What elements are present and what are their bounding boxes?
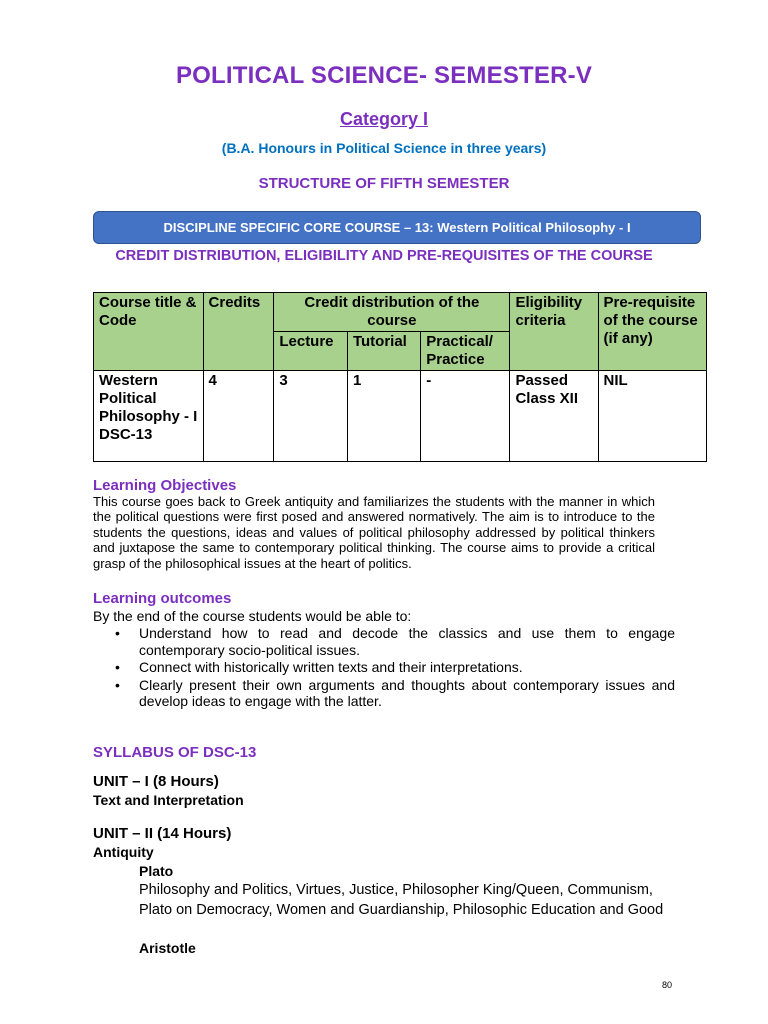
course-banner: DISCIPLINE SPECIFIC CORE COURSE – 13: Western Political Philosophy - I (93, 211, 701, 244)
cell-tutorial: 1 (347, 371, 420, 462)
header-course-title: Course title & Code (94, 293, 204, 371)
header-tutorial: Tutorial (347, 332, 420, 371)
list-item (93, 677, 675, 710)
cell-prerequisite: NIL (598, 371, 706, 462)
syllabus-heading: SYLLABUS OF DSC-13 (93, 744, 257, 761)
unit-1-subtitle: Text and Interpretation (93, 792, 244, 808)
header-credits: Credits (203, 293, 274, 371)
header-practical: Practical/ Practice (421, 332, 510, 371)
aristotle-heading: Aristotle (139, 940, 196, 956)
cell-lecture: 3 (274, 371, 348, 462)
list-item-text: Connect with historically written texts and their interpretations. (139, 659, 523, 675)
header-prerequisite: Pre-requisite of the course (if any) (598, 293, 706, 371)
list-item-text: Clearly present their own arguments and thoughts about contemporary issues and develop ideas to engage with the latter. (139, 676, 675, 709)
list-item-text: Understand how to read and decode the classics and use them to engage contemporary socio-political issues. (139, 625, 675, 658)
program-subtitle: (B.A. Honours in Political Science in three years) (221, 140, 547, 156)
list-item (93, 659, 675, 676)
cell-course-title: Western Political Philosophy - I DSC-13 (94, 371, 204, 462)
plato-heading: Plato (139, 863, 174, 879)
learning-objectives-text: This course goes back to Greek antiquity and familiarizes the students with the manner in which the political questions were first posed and answered normatively. The aim is to introduce to the students the questions, ideas and values of political philosophy addressed by political thinkers and juxtapose the same to contemporary political thinking. The course aims to provide a critical grasp of the philosophical issues at the heart of politics. (93, 494, 655, 571)
list-item (93, 625, 675, 658)
unit-1-title: UNIT – I (8 Hours) (93, 773, 219, 790)
credit-distribution-table (93, 292, 707, 462)
header-lecture: Lecture (274, 332, 348, 371)
learning-outcomes-heading: Learning outcomes (93, 590, 232, 607)
learning-outcomes-intro: By the end of the course students would be able to: (93, 608, 412, 624)
page-number: 80 (662, 980, 673, 990)
header-eligibility: Eligibility criteria (510, 293, 598, 371)
credit-heading: CREDIT DISTRIBUTION, ELIGIBILITY AND PRE-REQUISITES OF THE COURSE (115, 248, 653, 264)
learning-outcomes-list (93, 625, 675, 711)
cell-practical: - (421, 371, 510, 462)
bullet-icon: • (115, 676, 120, 693)
header-credit-distribution: Credit distribution of the course (274, 293, 510, 332)
structure-heading: STRUCTURE OF FIFTH SEMESTER (258, 175, 510, 192)
unit-2-subtitle: Antiquity (93, 844, 154, 860)
page-title: POLITICAL SCIENCE- SEMESTER-V (175, 62, 593, 89)
category-heading: Category I (339, 109, 429, 129)
cell-credits: 4 (203, 371, 274, 462)
table-row (94, 371, 707, 462)
plato-topics: Philosophy and Politics, Virtues, Justice, Philosopher King/Queen, Communism, Plato on Democracy, Women and Guardianship, Philosophic Education and Good (139, 882, 664, 918)
learning-objectives-heading: Learning Objectives (93, 477, 237, 494)
bullet-icon: • (115, 659, 120, 675)
bullet-icon: • (115, 625, 120, 641)
table-header-row (94, 293, 707, 332)
unit-2-title: UNIT – II (14 Hours) (93, 825, 232, 842)
cell-eligibility: Passed Class XII (510, 371, 598, 462)
